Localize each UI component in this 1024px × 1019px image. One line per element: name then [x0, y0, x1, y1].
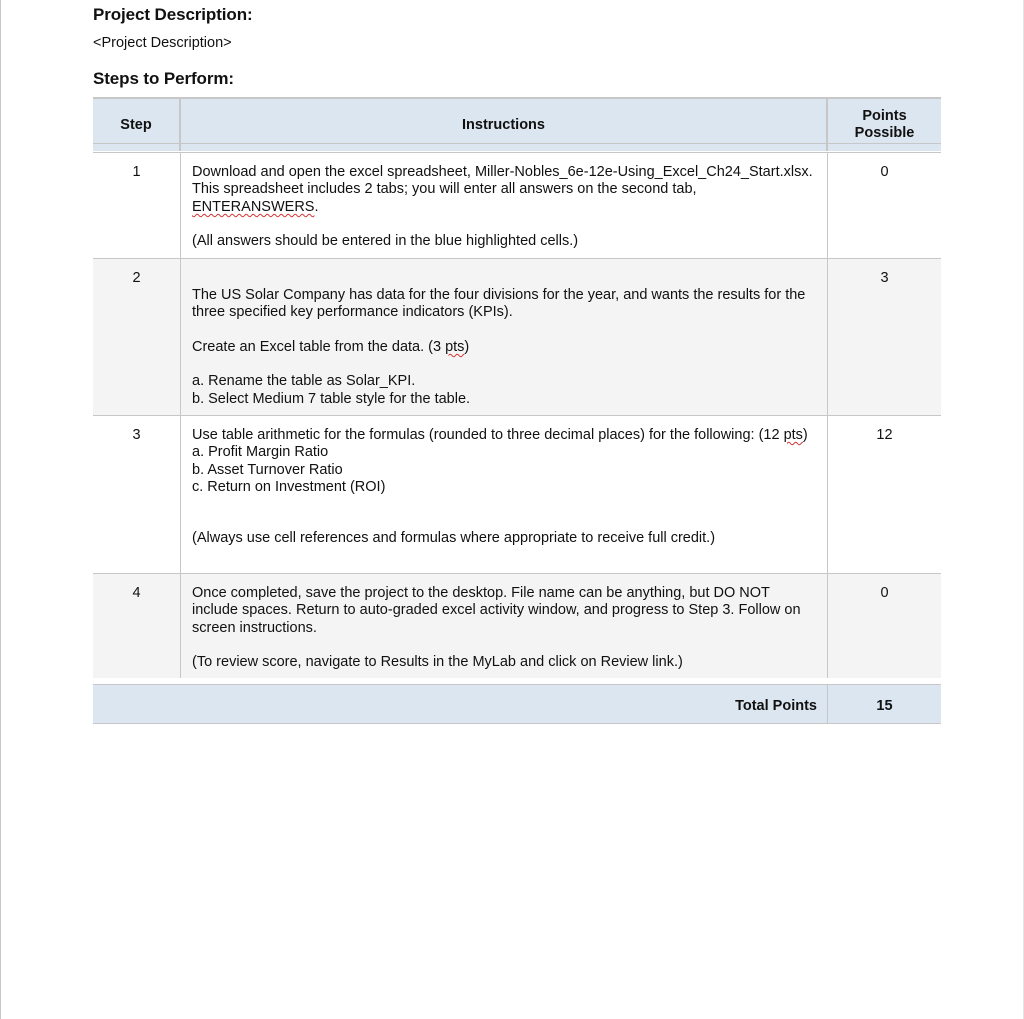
step-points: 3 [880, 270, 889, 286]
header-step: Step [93, 99, 181, 151]
total-empty-cell [93, 685, 181, 723]
table-row [93, 573, 941, 678]
header-points-line2: Possible [854, 125, 915, 141]
instruction-paragraph: Once completed, save the project to the desktop. File name can be anything, but DO NOT include spaces. Return to auto-graded excel activity window, and progress to Step 3. Follow on screen instructions. [192, 585, 801, 636]
instruction-text: Create an Excel table from the data. (3 [192, 338, 446, 355]
instruction-paragraph [192, 339, 817, 356]
instruction-text: ) [464, 338, 470, 355]
step-instructions [181, 259, 828, 415]
step-number: 3 [93, 416, 181, 573]
table-row [93, 258, 941, 415]
step-number: 2 [93, 259, 181, 415]
instruction-text: Download and open the excel spreadsheet, Miller-Nobles_6e-12e-Using_Excel_Ch24_Start.xlsx. This spreadsheet includes 2 tabs; you will enter all answers on the second tab, [192, 164, 813, 198]
table-row [93, 415, 941, 573]
page-left-edge [0, 0, 1, 1019]
list-item: a. Profit Margin Ratio [192, 444, 329, 461]
list-item: b. Select Medium 7 table style for the table. [192, 390, 471, 407]
instruction-paragraph [192, 427, 817, 497]
instruction-list [192, 373, 817, 408]
step-points: 0 [880, 164, 889, 180]
total-value: 15 [876, 698, 893, 714]
step-points: 0 [880, 585, 889, 601]
instruction-paragraph: The US Solar Company has data for the four divisions for the year, and wants the results for the three specified key performance indicators (KPIs). [192, 287, 806, 321]
instruction-paragraph [192, 164, 817, 216]
list-item: c. Return on Investment (ROI) [192, 479, 386, 496]
step-points: 12 [876, 427, 893, 443]
step-instructions [181, 153, 828, 258]
total-row [93, 684, 941, 724]
step-number: 4 [93, 574, 181, 678]
list-item: a. Rename the table as Solar_KPI. [192, 373, 416, 390]
list-item: b. Asset Turnover Ratio [192, 461, 343, 478]
instruction-note: (Always use cell references and formulas where appropriate to receive full credit.) [192, 529, 716, 546]
step-instructions [181, 416, 828, 573]
header-points-line1: Points [862, 108, 907, 124]
project-description-text: <Project Description> [93, 35, 232, 51]
table-header-row [93, 97, 941, 151]
instruction-note: (All answers should be entered in the blue highlighted cells.) [192, 233, 579, 250]
instruction-text: . [314, 198, 319, 215]
table-row [93, 152, 941, 258]
instruction-note: (To review score, navigate to Results in the MyLab and click on Review link.) [192, 654, 683, 671]
spellcheck-flagged-word: ENTERANSWERS [192, 198, 315, 215]
step-instructions [181, 574, 828, 678]
header-instructions: Instructions [181, 99, 828, 151]
header-divider [93, 143, 941, 144]
total-label: Total Points [181, 685, 828, 723]
instruction-text: ) [802, 427, 808, 443]
steps-heading: Steps to Perform: [93, 69, 234, 88]
step-number: 1 [93, 153, 181, 258]
spellcheck-flagged-word: pts [783, 427, 803, 443]
instruction-text: Use table arithmetic for the formulas (rounded to three decimal places) for the following: (12 [192, 427, 784, 443]
spellcheck-flagged-word: pts [445, 338, 465, 355]
project-description-heading: Project Description: [93, 5, 253, 24]
